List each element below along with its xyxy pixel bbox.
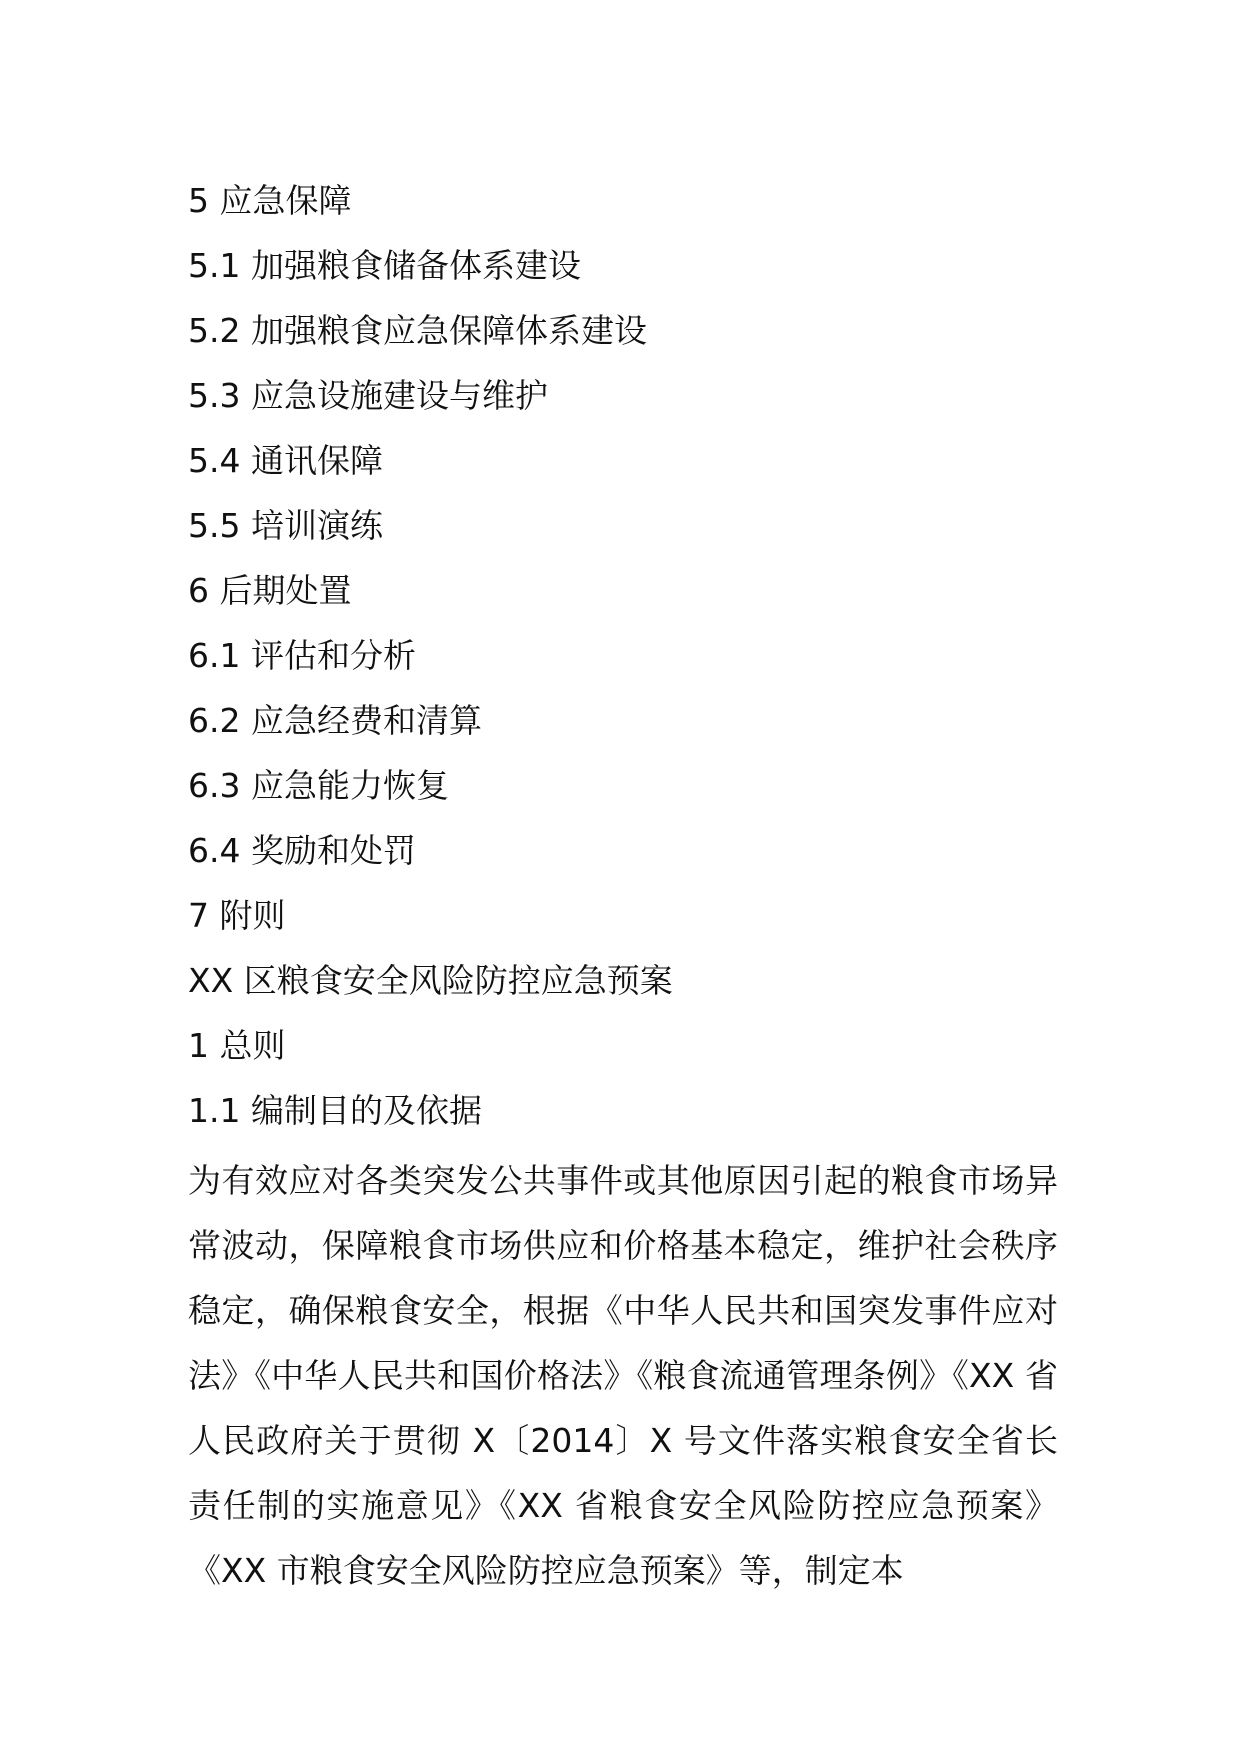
outline-item: 5.4 通讯保障 — [188, 441, 383, 480]
outline-item: 6.4 奖励和处罚 — [188, 831, 416, 870]
section-heading: 1 总则 — [188, 1026, 286, 1065]
outline-item: 6.2 应急经费和清算 — [188, 701, 482, 740]
subsection-heading: 1.1 编制目的及依据 — [188, 1091, 482, 1130]
outline-item: 5.5 培训演练 — [188, 506, 383, 545]
outline-item: 5.2 加强粮食应急保障体系建设 — [188, 311, 647, 350]
body-paragraph: 为有效应对各类突发公共事件或其他原因引起的粮食市场异常波动，保障粮食市场供应和价格基本稳定，维护社会秩序稳定，确保粮食安全，根据《中华人民共和国突发事件应对法》《中华人民共和国价格法》《粮食流通管理条例》《XX 省人民政府关于贯彻 X〔2014〕X 号文件落实粮食安全省长责任制的实施意见》《XX 省粮食安全风险防控应急预案》《XX 市粮食安全风险防控应急预案》等，制定本 — [188, 1161, 1058, 1590]
outline-item: 6.1 评估和分析 — [188, 636, 416, 675]
outline-item: 5.1 加强粮食储备体系建设 — [188, 246, 581, 285]
outline-item: 6.3 应急能力恢复 — [188, 766, 449, 805]
outline-item: 5 应急保障 — [188, 181, 352, 220]
outline-item: 6 后期处置 — [188, 571, 352, 610]
document-title: XX 区粮食安全风险防控应急预案 — [188, 961, 673, 1000]
outline-item: 7 附则 — [188, 896, 286, 935]
outline-item: 5.3 应急设施建设与维护 — [188, 376, 548, 415]
outline-list — [188, 168, 1088, 1143]
